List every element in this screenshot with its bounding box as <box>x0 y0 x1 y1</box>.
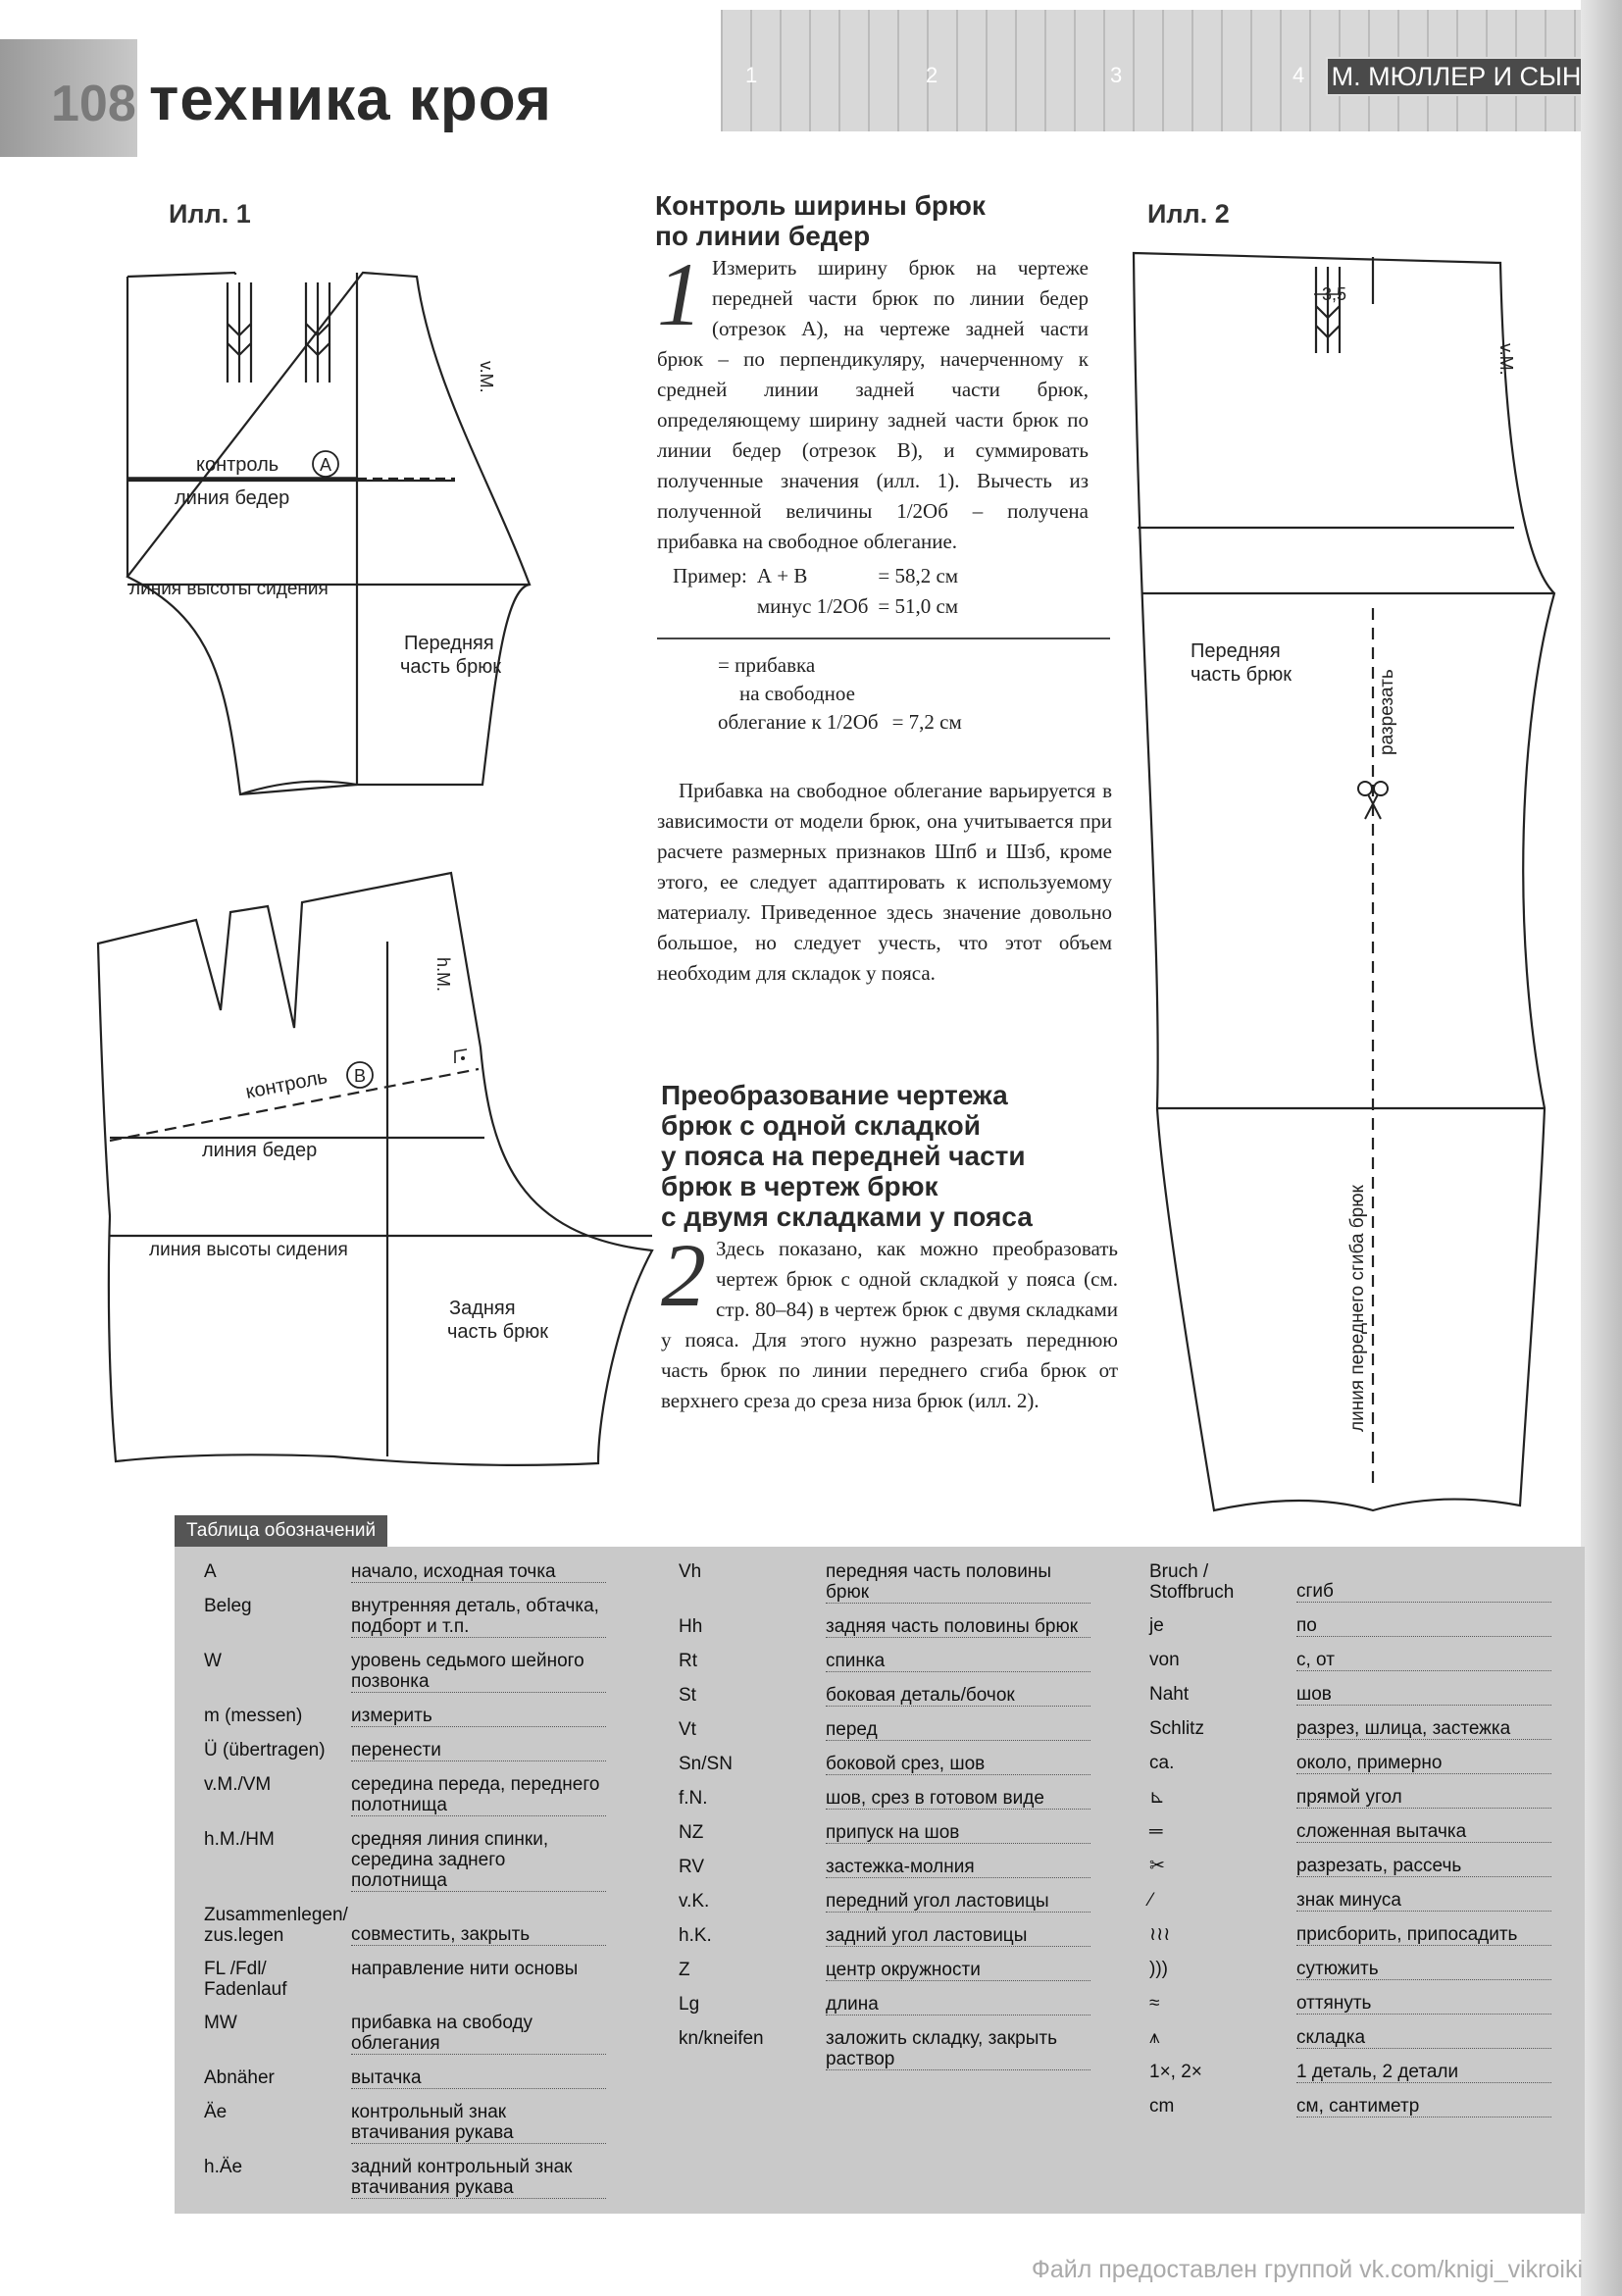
section-1-paragraph-2: Прибавка на свободное облегание варьируется в зависимости от модели брюк, она учитывается при расчете размерных признаков Шпб и Шзб, кроме этого, ее следует адаптировать к используемому материалу. Приведенное здесь значение довольно большое, но следует учесть, что этот объем необходим для складок у пояса. <box>657 779 1112 985</box>
shrink-icon: ))) <box>1149 1959 1168 1979</box>
legend-row <box>679 1561 1130 1604</box>
pleat-icon: ⩚ <box>1149 2027 1160 2048</box>
legend-key: Vh <box>679 1561 702 1582</box>
legend-row <box>1149 2062 1581 2083</box>
section-2-title-line: брюк с одной складкой <box>661 1110 981 1141</box>
legend-key: h.M./HM <box>204 1829 275 1850</box>
figure-2-measure: 3,5 <box>1322 284 1347 304</box>
legend-row <box>679 2028 1130 2070</box>
legend-key: Beleg <box>204 1596 252 1616</box>
legend-row <box>1149 1684 1581 1706</box>
legend-row <box>1149 1856 1581 1877</box>
section-2-title-line: с двумя складками у пояса <box>661 1201 1033 1232</box>
example-row2-a: минус 1/2Об <box>756 594 869 618</box>
legend-row <box>1149 1821 1581 1843</box>
legend-key: NZ <box>679 1822 704 1843</box>
figure-2-part-label-1: Передняя <box>1191 640 1281 662</box>
legend-value: сутюжить <box>1296 1959 1551 1980</box>
legend-key: Zusammenlegen/ zus.legen <box>204 1905 348 1946</box>
result-line: = прибавка <box>718 653 816 677</box>
legend-row <box>1149 2027 1581 2049</box>
legend-key: 1×, 2× <box>1149 2062 1202 2082</box>
legend-key: v.M./VM <box>204 1774 272 1795</box>
legend-value: задний контрольный знак втачивания рукава <box>351 2157 606 2199</box>
legend-key: ca. <box>1149 1753 1175 1773</box>
legend-key: je <box>1149 1615 1164 1636</box>
legend-value: присборить, припосадить <box>1296 1924 1551 1946</box>
legend-value: начало, исходная точка <box>351 1561 606 1583</box>
section-1-dropcap: 1 <box>657 244 702 344</box>
ruler-mark: 3 <box>1110 63 1123 87</box>
legend-key: Äe <box>204 2102 228 2122</box>
legend-value: боковой срез, шов <box>826 1754 1090 1775</box>
legend-row <box>204 2013 626 2055</box>
legend-key: Ü (übertragen) <box>204 1740 326 1760</box>
legend-row <box>679 1994 1130 2015</box>
example-row2-b: = 51,0 см <box>878 594 959 618</box>
back-seat-line-label: линия высоты сидения <box>149 1240 348 1260</box>
legend-row <box>679 1754 1130 1775</box>
legend-key: v.K. <box>679 1891 710 1912</box>
legend-key: MW <box>204 2013 237 2033</box>
legend-key: Naht <box>1149 1684 1190 1705</box>
section-2-dropcap: 2 <box>661 1225 706 1325</box>
example-row1-b: = 58,2 см <box>878 564 959 587</box>
section-1-title-line: по линии бедер <box>655 221 871 251</box>
legend-key: h.K. <box>679 1925 712 1946</box>
figure-2-front-leg-pattern <box>1118 245 1579 1530</box>
legend-key: kn/kneifen <box>679 2028 764 2049</box>
legend-value: передний угол ластовицы <box>826 1891 1090 1913</box>
gather-icon: ≀≀≀ <box>1149 1924 1171 1945</box>
legend-row <box>204 1829 626 1892</box>
legend-value: знак минуса <box>1296 1890 1551 1912</box>
legend-row <box>679 1891 1130 1913</box>
legend-key: Rt <box>679 1651 697 1671</box>
legend-value: середина переда, переднего полотнища <box>351 1774 606 1816</box>
figure-2-title: Илл. 2 <box>1147 199 1230 229</box>
legend-row <box>679 1651 1130 1672</box>
legend-value: заложить складку, закрыть раствор <box>826 2028 1090 2070</box>
legend-value: уровень седьмого шейного позвонка <box>351 1651 606 1693</box>
front-control-label: контроль <box>196 454 279 476</box>
figure-2-cut-label: разрезать <box>1377 669 1397 755</box>
legend-row <box>1149 1993 1581 2015</box>
legend-key: Sn/SN <box>679 1754 733 1774</box>
legend-value: боковая деталь/бочок <box>826 1685 1090 1707</box>
legend-value: перенести <box>351 1740 606 1761</box>
legend-value: прибавка на свободу облегания <box>351 2013 606 2055</box>
legend-value: около, примерно <box>1296 1753 1551 1774</box>
legend-row <box>1149 1650 1581 1671</box>
footer-credit: Файл предоставлен группой vk.com/knigi_vikroiki <box>1031 2256 1583 2283</box>
legend-value: застежка-молния <box>826 1857 1090 1878</box>
legend-row <box>1149 1561 1581 1603</box>
legend-value: совместить, закрыть <box>351 1924 606 1946</box>
legend-key: von <box>1149 1650 1180 1670</box>
legend-value: вытачка <box>351 2067 606 2089</box>
legend-value: разрез, шлица, застежка <box>1296 1718 1551 1740</box>
legend-row <box>1149 1787 1581 1809</box>
legend-value: шов, срез в готовом виде <box>826 1788 1090 1810</box>
ruler-mark: 1 <box>745 63 758 87</box>
legend-value: оттянуть <box>1296 1993 1551 2015</box>
legend-key: St <box>679 1685 696 1706</box>
back-hip-line-label: линия бедер <box>202 1140 318 1161</box>
brand-label: М. МЮЛЛЕР И СЫН <box>1326 57 1587 96</box>
legend-value: контрольный знак втачивания рукава <box>351 2102 606 2144</box>
example-row1-a: А + В <box>756 564 808 587</box>
legend-row <box>204 2067 626 2089</box>
legend-value: 1 деталь, 2 детали <box>1296 2062 1551 2083</box>
legend-value: длина <box>826 1994 1090 2015</box>
legend-value: прямой угол <box>1296 1787 1551 1809</box>
legend-value: см, сантиметр <box>1296 2096 1551 2117</box>
legend-row <box>679 1788 1130 1810</box>
legend-value: средняя линия спинки, середина заднего полотнища <box>351 1829 606 1892</box>
legend-value: спинка <box>826 1651 1090 1672</box>
figure-1-front-pattern <box>118 265 579 814</box>
legend-row <box>204 1561 626 1583</box>
back-control-letter: B <box>354 1066 367 1086</box>
legend-row <box>204 1774 626 1816</box>
legend-key: W <box>204 1651 222 1671</box>
legend-value: задний угол ластовицы <box>826 1925 1090 1947</box>
legend-row <box>204 1959 626 2000</box>
ruler-mark: 2 <box>926 63 938 87</box>
back-control-label: контроль <box>243 1066 329 1103</box>
legend-key: Z <box>679 1960 690 1980</box>
section-1-paragraph: Измерить ширину брюк на чертеже передней части брюк по линии бедер (отрезок А), на чертеже задней части брюк – по перпендикуляру, начерченному к средней линии задней части брюк, определяющему ширину задней части брюк по линии бедер (отрезок В), и суммировать полученные значения (илл. 1). Вычесть из полученной величины 1/2Об – получена прибавка на свободное облегание. <box>657 256 1089 553</box>
legend-row <box>1149 1890 1581 1912</box>
section-2-text <box>661 1225 1118 1416</box>
legend-key: Abnäher <box>204 2067 275 2088</box>
front-part-label-1: Передняя <box>404 633 494 654</box>
legend-row <box>1149 1615 1581 1637</box>
legend-value: шов <box>1296 1684 1551 1706</box>
legend-row <box>679 1857 1130 1878</box>
result-line: на свободное <box>739 682 855 705</box>
legend-row <box>204 1905 626 1946</box>
legend-row <box>1149 1959 1581 1980</box>
back-part-label-1: Задняя <box>449 1298 516 1319</box>
front-control-letter: A <box>320 455 332 475</box>
legend-column-2 <box>679 1561 1130 2083</box>
minus-sign-icon: ⁄ <box>1149 1890 1153 1911</box>
legend-value: по <box>1296 1615 1551 1637</box>
legend-row <box>1149 1924 1581 1946</box>
page-binding-edge <box>1581 0 1622 2296</box>
legend-key: f.N. <box>679 1788 708 1809</box>
legend-row <box>204 1706 626 1727</box>
result-line: облегание к 1/2Об <box>718 710 879 734</box>
legend-column-3 <box>1149 1561 1581 2130</box>
legend-row <box>204 2102 626 2144</box>
legend-value: измерить <box>351 1706 606 1727</box>
figure-1-back-pattern <box>88 863 677 1471</box>
section-2-title-line: брюк в чертеж брюк <box>661 1171 938 1201</box>
legend-row <box>204 1596 626 1638</box>
legend-title: Таблица обозначений <box>175 1515 387 1547</box>
legend-row <box>679 1960 1130 1981</box>
section-2-title-line: у пояса на передней части <box>661 1141 1026 1171</box>
legend-row <box>204 1740 626 1761</box>
front-hip-line-label: линия бедер <box>175 487 290 509</box>
legend-value: внутренняя деталь, обтачка, подборт и т.п. <box>351 1596 606 1638</box>
section-1-title-line: Контроль ширины брюк <box>655 190 986 221</box>
legend-row <box>679 1685 1130 1707</box>
legend-value: разрезать, рассечь <box>1296 1856 1551 1877</box>
folded-dart-icon: ═ <box>1149 1821 1163 1842</box>
legend-row <box>1149 1753 1581 1774</box>
figure-1-title: Илл. 1 <box>169 199 251 229</box>
legend-row <box>679 1719 1130 1741</box>
legend-row <box>679 1822 1130 1844</box>
legend-key: m (messen) <box>204 1706 303 1726</box>
legend-key: cm <box>1149 2096 1175 2117</box>
section-2-paragraph: Здесь показано, как можно преобразовать чертеж брюк с одной складкой у пояса (см. стр. 80–84) в чертеж брюк с двумя складками у пояса. Для этого нужно разрезать переднюю часть брюк по линии переднего сгиба брюк от верхнего среза до среза низа брюк (илл. 2). <box>661 1237 1118 1412</box>
figure-2-part-label-2: часть брюк <box>1191 664 1293 686</box>
legend-key: Vt <box>679 1719 696 1740</box>
example-label: Пример: <box>673 564 747 587</box>
legend-key: RV <box>679 1857 705 1877</box>
front-seat-line-label: линия высоты сидения <box>129 579 329 599</box>
figure-2-vm-label: v.M. <box>1496 343 1516 376</box>
legend-value: задняя часть половины брюк <box>826 1616 1090 1638</box>
legend-value: сложенная вытачка <box>1296 1821 1551 1843</box>
front-vm-label: v.M. <box>477 361 496 393</box>
result-value: = 7,2 см <box>891 710 962 734</box>
page-title: техника кроя <box>149 66 552 133</box>
legend-value: перед <box>826 1719 1090 1741</box>
example-result <box>718 651 1110 737</box>
legend-value: складка <box>1296 2027 1551 2049</box>
legend-row <box>1149 1718 1581 1740</box>
legend-value: центр окружности <box>826 1960 1090 1981</box>
section-2-title <box>661 1080 1132 1232</box>
back-hm-label: h.M. <box>433 957 453 993</box>
legend-key: A <box>204 1561 217 1582</box>
page-number: 108 <box>51 76 136 132</box>
legend-row <box>204 2157 626 2199</box>
legend-key: Lg <box>679 1994 700 2015</box>
legend-value: сгиб <box>1296 1581 1551 1603</box>
section-1-title <box>655 190 1126 251</box>
calc-divider <box>657 638 1110 639</box>
legend-column-1 <box>204 1561 626 2212</box>
right-angle-icon: ⊾ <box>1149 1787 1165 1808</box>
example-calculation <box>671 560 968 623</box>
cut-icon: ✂ <box>1149 1856 1165 1876</box>
legend-value: направление нити основы <box>351 1959 579 1979</box>
front-part-label-2: часть брюк <box>400 656 502 678</box>
legend-row <box>204 1651 626 1693</box>
legend-key: h.Äe <box>204 2157 243 2177</box>
legend-key: FL /Fdl/ Fadenlauf <box>204 1959 287 2000</box>
legend-key: Schlitz <box>1149 1718 1204 1739</box>
ruler-mark: 4 <box>1293 63 1305 87</box>
figure-2-crease-label: линия переднего сгиба брюк <box>1347 1185 1368 1432</box>
legend-value: с, от <box>1296 1650 1551 1671</box>
legend-row <box>1149 2096 1581 2117</box>
section-1-text <box>657 244 1089 557</box>
legend-row <box>679 1925 1130 1947</box>
legend-row <box>679 1616 1130 1638</box>
legend-value: припуск на шов <box>826 1822 1090 1844</box>
legend-value: передняя часть половины брюк <box>826 1561 1090 1604</box>
stretch-icon: ≈ <box>1149 1993 1160 2014</box>
legend-key: Bruch / Stoffbruch <box>1149 1561 1235 1603</box>
back-part-label-2: часть брюк <box>447 1321 549 1343</box>
legend-key: Hh <box>679 1616 703 1637</box>
section-2-title-line: Преобразование чертежа <box>661 1080 1008 1110</box>
